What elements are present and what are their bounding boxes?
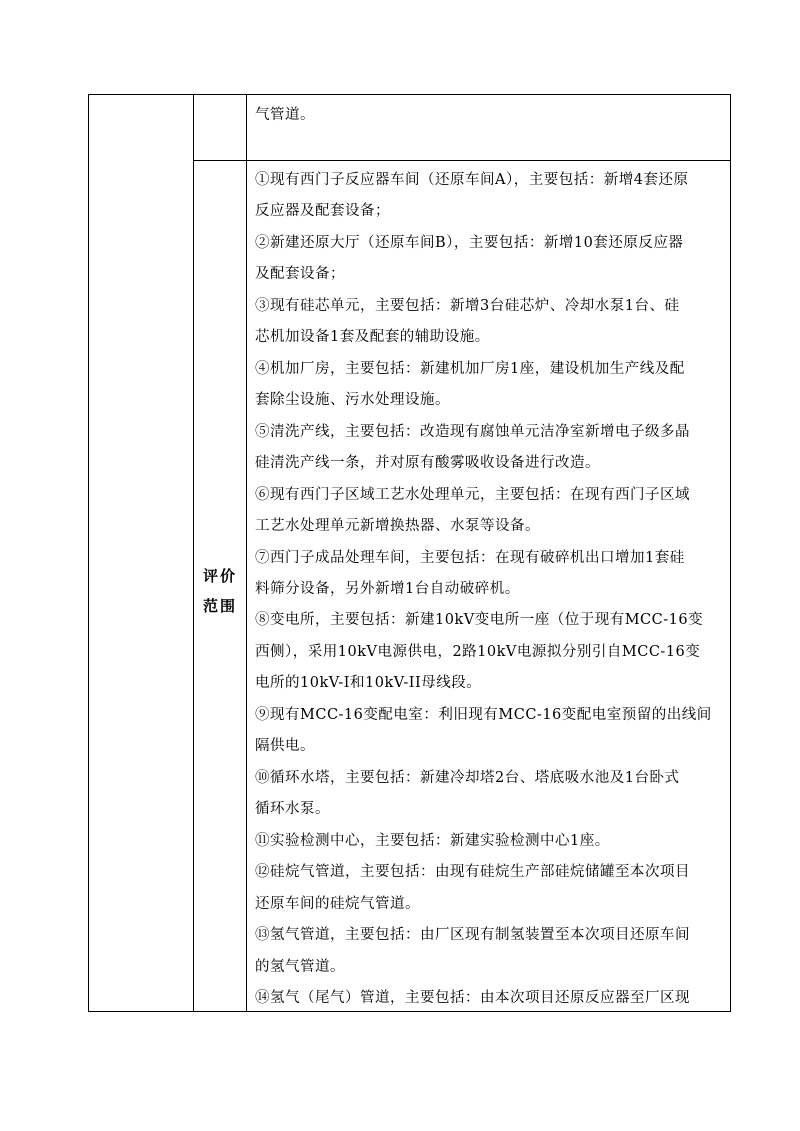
evaluation-scope-label-line2: 范围 xyxy=(203,597,238,615)
scope-line: 及配套设备； xyxy=(255,266,345,283)
scope-line: ⑪实验检测中心，主要包括：新建实验检测中心1座。 xyxy=(255,832,610,849)
scope-line: ①现有西门子反应器车间（还原车间A），主要包括：新增4套还原 xyxy=(255,172,689,188)
scope-line: 反应器及配套设备； xyxy=(255,203,390,220)
scope-line: 西侧），采用10kV电源供电，2路10kV电源拟分别引自MCC-16变 xyxy=(255,643,701,660)
scope-line: 循环水泵。 xyxy=(255,801,330,818)
scope-line: 还原车间的硅烷气管道。 xyxy=(255,895,420,912)
scope-line: ⑥现有西门子区域工艺水处理单元，主要包括：在现有西门子区域 xyxy=(255,486,690,503)
scope-line: 工艺水处理单元新增换热器、水泵等设备。 xyxy=(255,518,540,535)
scope-line: ⑧变电所，主要包括：新建10kV变电所一座（位于现有MCC-16变 xyxy=(255,612,704,629)
row-divider xyxy=(193,160,730,161)
scope-line: 套除尘设施、污水处理设施。 xyxy=(255,392,450,409)
scope-line: ③现有硅芯单元，主要包括：新增3台硅芯炉、冷却水泵1台、硅 xyxy=(255,297,680,314)
column-divider-2 xyxy=(246,95,247,1011)
scope-line: ⑭氢气（尾气）管道，主要包括：由本次项目还原反应器至厂区现 xyxy=(255,990,690,1006)
evaluation-scope-label-line1: 评价 xyxy=(203,567,238,585)
scope-line: ⑬氢气管道，主要包括：由厂区现有制氢装置至本次项目还原车间 xyxy=(255,927,690,944)
scope-line: ⑩循环水塔，主要包括：新建冷却塔2台、塔底吸水池及1台卧式 xyxy=(255,769,680,786)
row1-content: 气管道。 xyxy=(255,107,315,123)
scope-line: ②新建还原大厅（还原车间B），主要包括：新增10套还原反应器 xyxy=(255,234,684,251)
scope-line: 硅清洗产线一条，并对原有酸雾吸收设备进行改造。 xyxy=(255,455,600,472)
scope-line: 隔供电。 xyxy=(255,738,315,755)
scope-line: 的氢气管道。 xyxy=(255,958,345,975)
scope-line: ⑦西门子成品处理车间，主要包括：在现有破碎机出口增加1套硅 xyxy=(255,549,685,566)
scope-line: ⑫硅烷气管道，主要包括：由现有硅烷生产部硅烷储罐至本次项目 xyxy=(255,864,690,881)
column-divider-1 xyxy=(193,95,194,1011)
scope-table xyxy=(88,94,731,1012)
scope-line: 电所的10kV-I和10kV-II母线段。 xyxy=(255,675,482,692)
scope-line: ④机加厂房，主要包括：新建机加厂房1座，建设机加生产线及配 xyxy=(255,360,685,377)
scope-line: ⑤清洗产线，主要包括：改造现有腐蚀单元洁净室新增电子级多晶 xyxy=(255,423,690,440)
scope-line: 芯机加设备1套及配套的辅助设施。 xyxy=(255,329,490,346)
scope-line: ⑨现有MCC-16变配电室：利旧现有MCC-16变配电室预留的出线间 xyxy=(255,706,712,723)
scope-line: 料筛分设备，另外新增1台自动破碎机。 xyxy=(255,581,520,597)
